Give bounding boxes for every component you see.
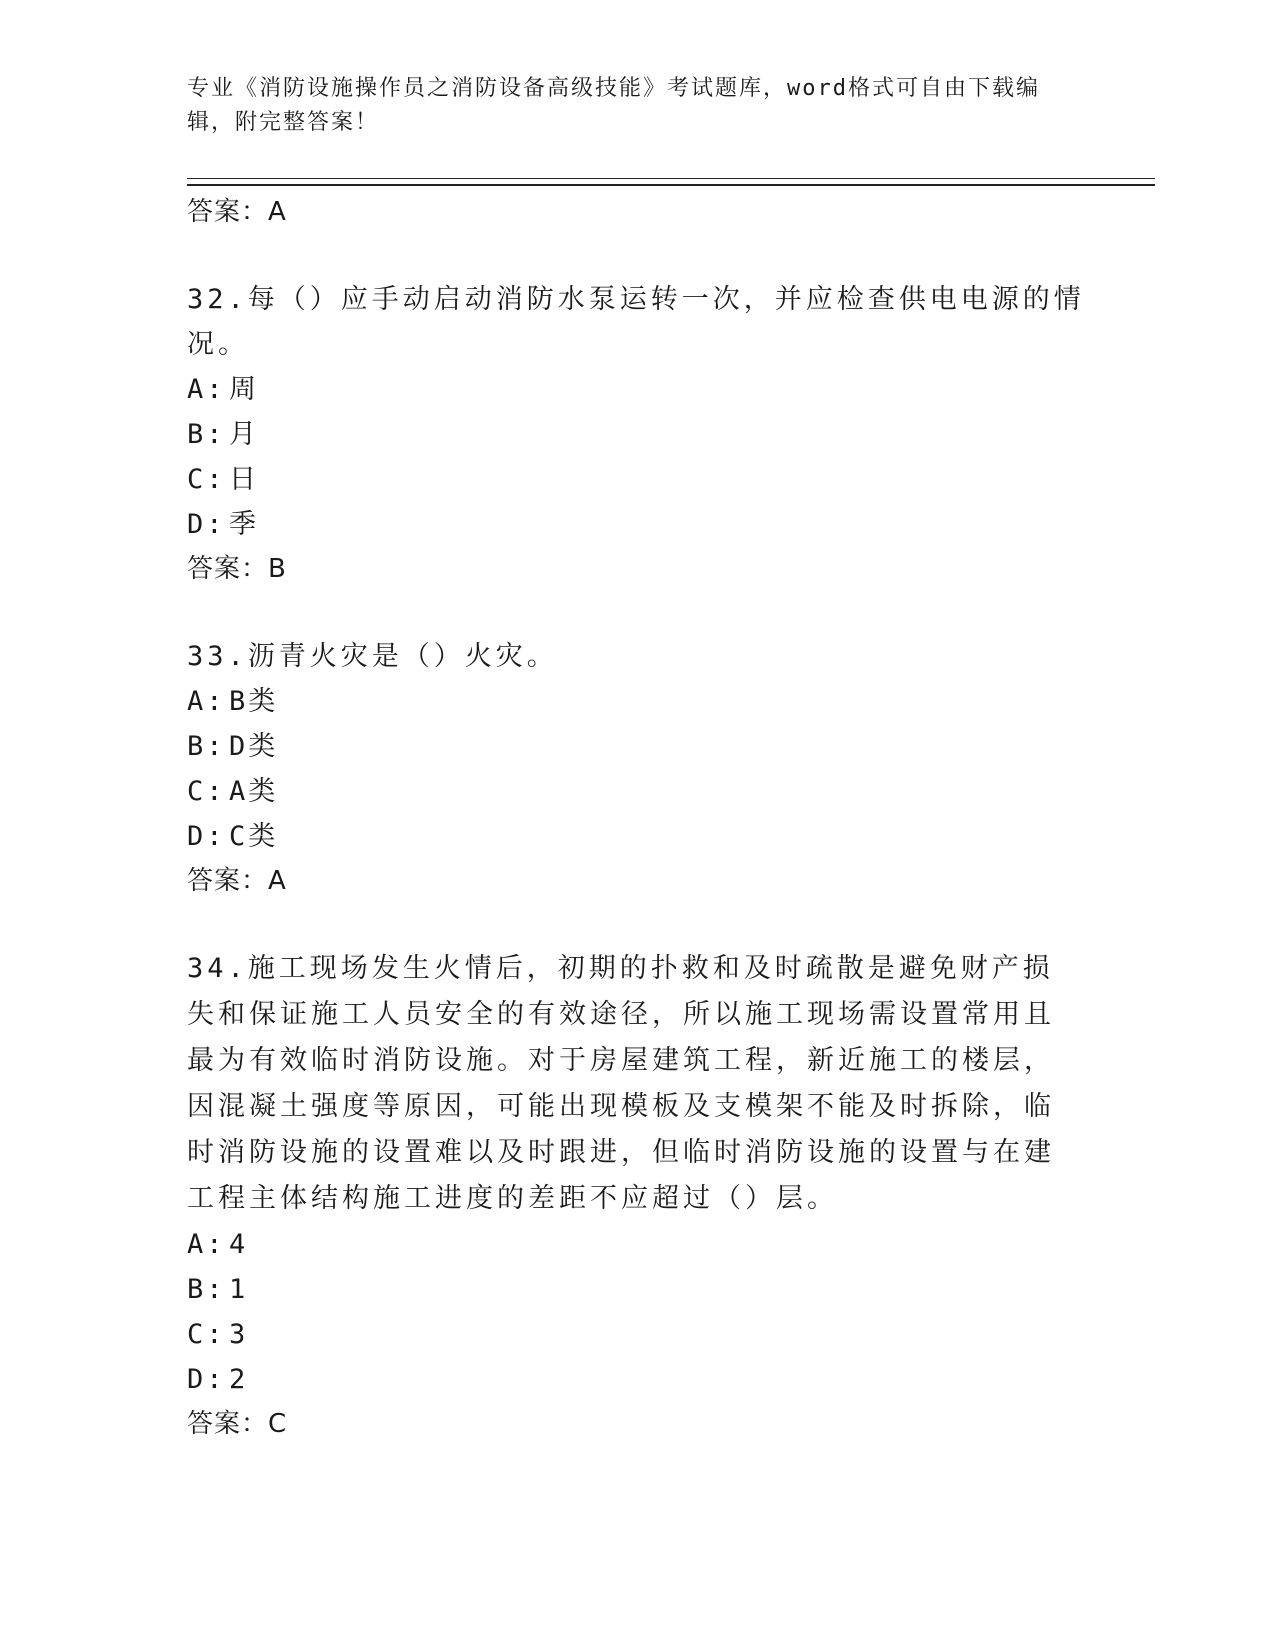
- option-b: [187, 724, 1087, 769]
- answer-value: A: [268, 866, 287, 896]
- answer-label: 答案：: [187, 554, 269, 584]
- answer-value: A: [268, 197, 287, 227]
- option-text: 季: [229, 509, 259, 540]
- header-text: 专业《消防设施操作员之消防设备高级技能》考试题库，word格式可自由下载编辑，附完整答案！: [187, 76, 1040, 135]
- option-d: [187, 502, 1087, 547]
- option-c: [187, 1312, 1087, 1357]
- option-text: 2: [229, 1364, 249, 1395]
- option-a: [187, 679, 1087, 724]
- answer-value: C: [268, 1409, 288, 1439]
- option-text: B类: [229, 686, 279, 717]
- option-text: 4: [229, 1229, 249, 1260]
- answer-value: B: [268, 554, 287, 584]
- answer-line: [187, 1402, 1087, 1447]
- question-34: [187, 946, 1087, 1447]
- option-letter: A:: [187, 686, 226, 717]
- option-letter: C:: [187, 1319, 226, 1350]
- option-letter: A:: [187, 1229, 226, 1260]
- answer-label: 答案：: [187, 866, 269, 896]
- question-text: 33.沥青火灾是（）火灾。: [187, 641, 558, 672]
- option-b: [187, 1267, 1087, 1312]
- answer-line: [187, 547, 1087, 592]
- answer-label: 答案：: [187, 1409, 269, 1439]
- option-c: [187, 769, 1087, 814]
- option-letter: A:: [187, 374, 226, 405]
- option-a: [187, 1222, 1087, 1267]
- option-letter: D:: [187, 1364, 226, 1395]
- document-body: [187, 190, 1087, 1447]
- option-letter: B:: [187, 419, 226, 450]
- option-text: C类: [229, 821, 279, 852]
- page-header: [187, 72, 1067, 140]
- option-text: 月: [229, 419, 259, 450]
- option-b: [187, 412, 1087, 457]
- option-letter: D:: [187, 509, 226, 540]
- option-a: [187, 367, 1087, 412]
- header-divider: [187, 178, 1155, 186]
- answer-label: 答案：: [187, 197, 269, 227]
- option-letter: B:: [187, 1274, 226, 1305]
- option-text: 3: [229, 1319, 249, 1350]
- question-text: 32.每（）应手动启动消防水泵运转一次，并应检查供电电源的情况。: [187, 284, 1085, 360]
- option-text: 日: [229, 464, 259, 495]
- option-letter: B:: [187, 731, 226, 762]
- answer-line-31: [187, 190, 1087, 235]
- option-text: 周: [229, 374, 259, 405]
- question-32: [187, 277, 1087, 592]
- answer-line: [187, 859, 1087, 904]
- option-c: [187, 457, 1087, 502]
- option-letter: D:: [187, 821, 226, 852]
- option-letter: C:: [187, 464, 226, 495]
- option-text: A类: [229, 776, 279, 807]
- option-text: D类: [229, 731, 279, 762]
- option-d: [187, 1357, 1087, 1402]
- option-text: 1: [229, 1274, 249, 1305]
- option-letter: C:: [187, 776, 226, 807]
- question-text: 34.施工现场发生火情后，初期的扑救和及时疏散是避免财产损失和保证施工人员安全的有效途径，所以施工现场需设置常用且最为有效临时消防设施。对于房屋建筑工程，新近施工的楼层，因混凝土强度等原因，可能出现模板及支模架不能及时拆除，临时消防设施的设置难以及时跟进，但临时消防设施的设置与在建工程主体结构施工进度的差距不应超过（）层。: [187, 953, 1055, 1214]
- question-33: [187, 634, 1087, 904]
- option-d: [187, 814, 1087, 859]
